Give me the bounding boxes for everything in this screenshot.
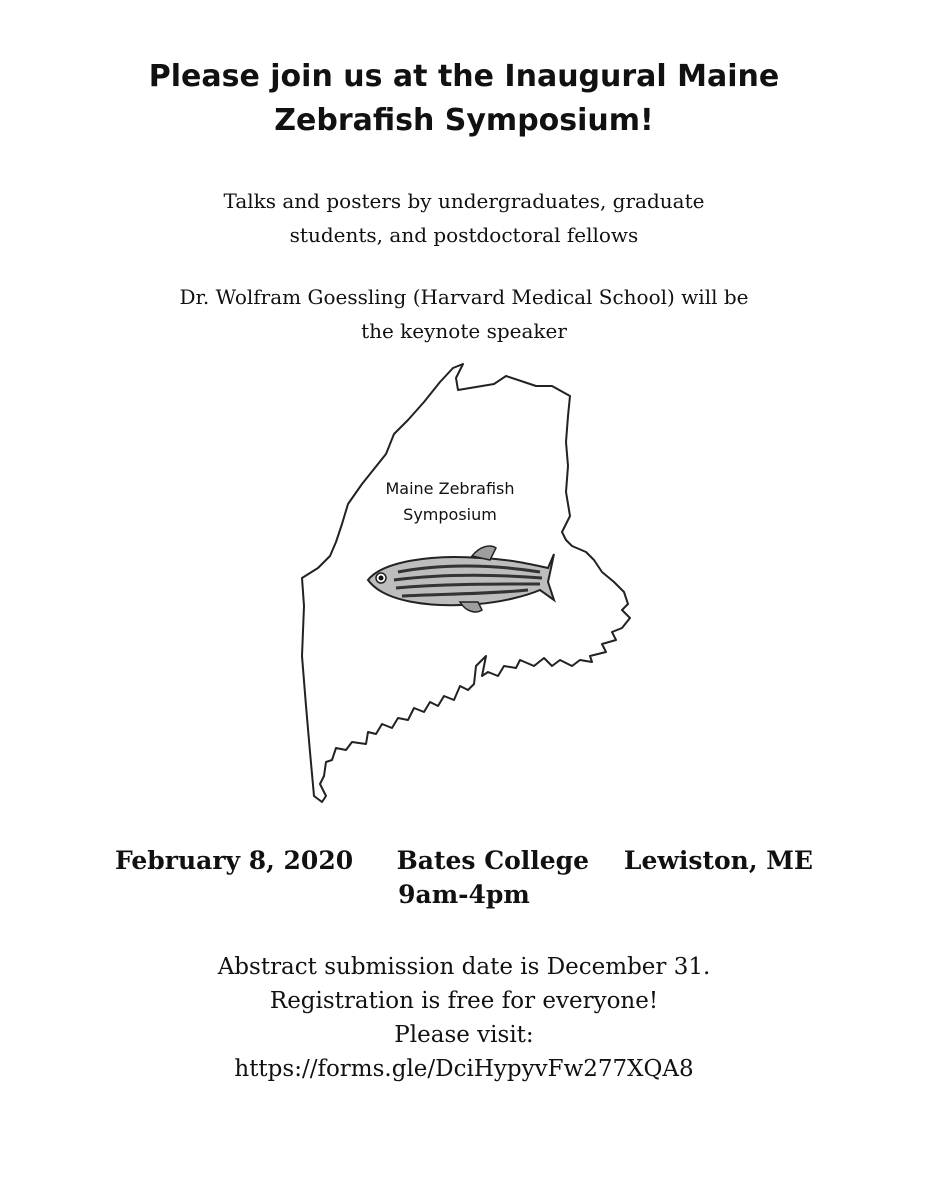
maine-outline-icon	[290, 356, 650, 808]
registration-note: Registration is free for everyone!	[269, 988, 659, 1014]
map-label-line-1: Maine Zebrafish	[385, 479, 515, 498]
abstract-deadline: Abstract submission date is December 31.	[217, 954, 711, 980]
keynote-line-1: Dr. Wolfram Goessling (Harvard Medical School) will be	[179, 285, 749, 309]
registration-url: https://forms.gle/DciHypyvFw277XQA8	[234, 1056, 694, 1082]
keynote-line-2: the keynote speaker	[361, 319, 567, 343]
title-line-2: Zebrafish Symposium!	[274, 103, 654, 138]
visit-label: Please visit:	[394, 1022, 534, 1048]
maine-map-logo	[290, 356, 650, 808]
map-label-line-2: Symposium	[403, 505, 497, 524]
event-details: February 8, 2020 Bates College Lewiston, ME	[115, 846, 813, 875]
talks-line-1: Talks and posters by undergraduates, graduate	[223, 189, 705, 213]
talks-line-2: students, and postdoctoral fellows	[289, 223, 639, 247]
title-line-1: Please join us at the Inaugural Maine	[148, 59, 780, 94]
event-time: 9am-4pm	[398, 880, 530, 909]
